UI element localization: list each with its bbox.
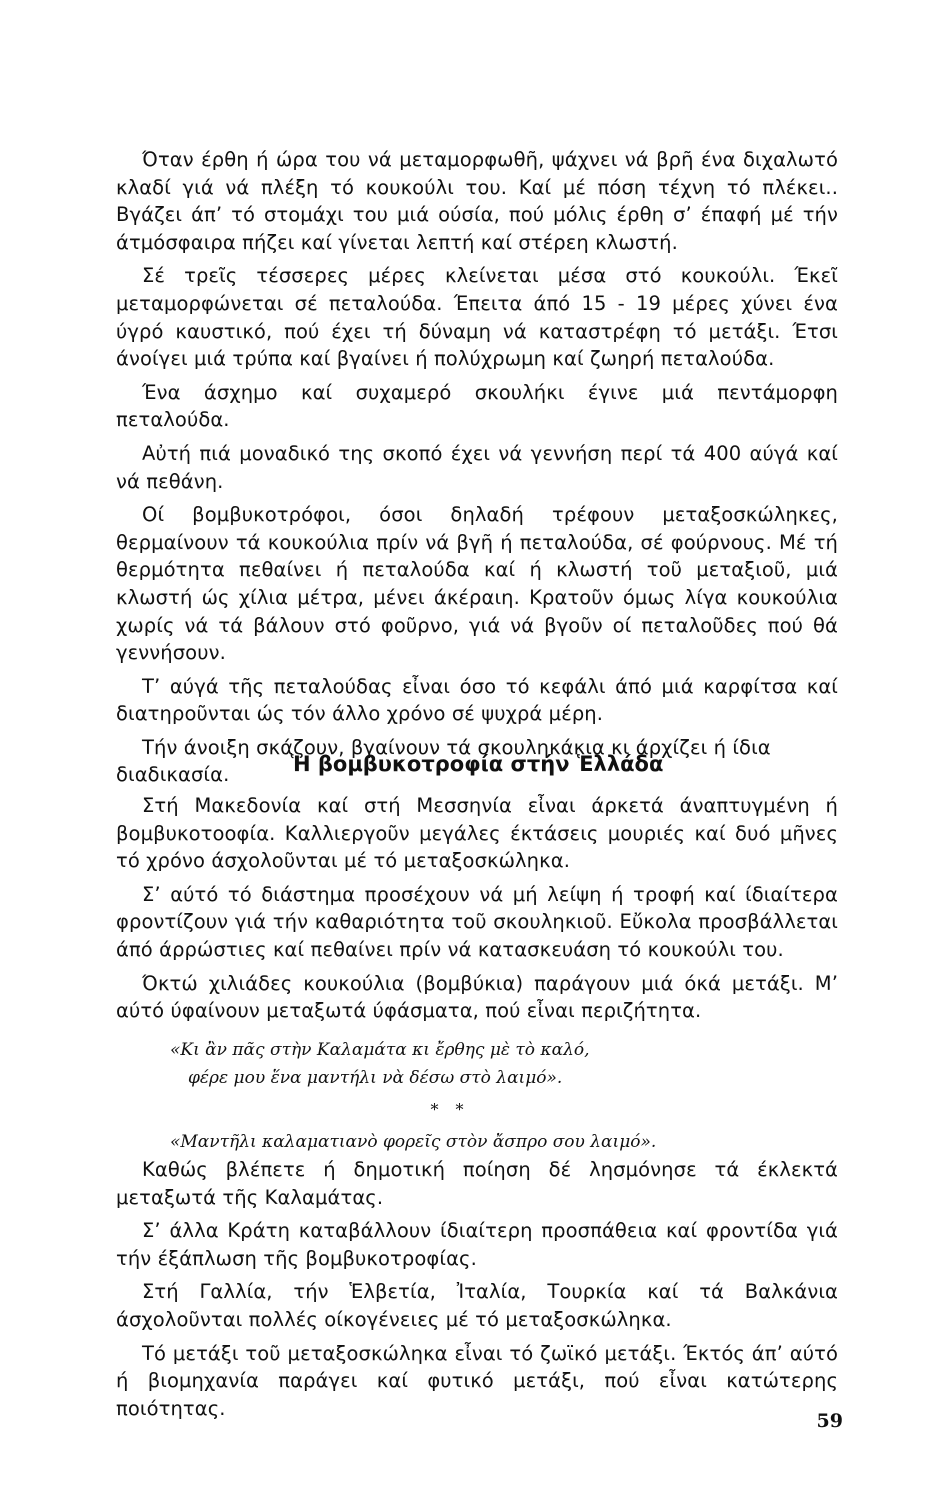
poem-separator: * * xyxy=(430,1100,470,1119)
text-section-2 xyxy=(116,792,838,1031)
page-number: 59 xyxy=(816,1410,843,1432)
paragraph: Αὐτή πιά μοναδικό της σκοπό έχει νά γεννήση περί τά 400 αύγά καί νά πεθάνη. xyxy=(116,441,838,493)
poem-line: «Κι ἂν πᾶς στὴν Καλαμάτα κι ἔρθης μὲ τὸ καλό, xyxy=(170,1040,590,1060)
paragraph: Σ’ άλλα Κράτη καταβάλλουν ίδιαίτερη προσπάθεια καί φροντίδα γιά τήν έξάπλωση τῆς βομβυκοτροφίας. xyxy=(116,1219,838,1270)
paragraph: Όκτώ χιλιάδες κουκούλια (βομβύκια) παράγουν μιά όκά μετάξι. Μ’ αύτό ύφαίνουν μεταξωτά ύφάσματα, πού εἶναι περιζήτητα. xyxy=(116,971,838,1023)
folk-poem xyxy=(170,1036,730,1156)
poem-line: «Μαντῆλι καλαματιανὸ φορεῖς στὸν ἄσπρο σου λαιμό». xyxy=(170,1132,657,1152)
paragraph: Καθώς βλέπετε ή δημοτική ποίηση δέ λησμόνησε τά έκλεκτά μεταξωτά τῆς Καλαμάτας. xyxy=(116,1158,838,1209)
paragraph: Στή Μακεδονία καί στή Μεσσηνία εἶναι άρκετά άναπτυγμένη ή βομβυκοτοοφία. Καλλιεργοῦν μεγάλες έκτάσεις μουριές καί δυό μῆνες τό χρόνο άσχολοῦνται μέ τό μεταξοσκώληκα. xyxy=(116,794,838,873)
text-section-3 xyxy=(116,1156,838,1428)
paragraph: Σέ τρεῖς τέσσερες μέρες κλείνεται μέσα στό κουκούλι. Έκεῖ μεταμορφώνεται σέ πεταλούδα. Έπειτα άπό 15 - 19 μέρες χύνει ένα ύγρό καυστικό, πού έχει τή δύναμη νά καταστρέφη τό μετάξι. Έτσι άνοίγει μιά τρύπα καί βγαίνει ή πολύχρωμη καί ζωηρή πεταλούδα. xyxy=(116,264,838,371)
section-heading: Ἡ βομβυκοτροφία στήν Ἑλλάδα xyxy=(290,752,664,776)
text-section-1 xyxy=(116,146,838,795)
paragraph: Τ’ αύγά τῆς πεταλούδας εἶναι όσο τό κεφάλι άπό μιά καρφίτσα καί διατηροῦνται ώς τόν άλλο χρόνο σέ ψυχρά μέρη. xyxy=(116,674,838,726)
paragraph: Οί βομβυκοτρόφοι, όσοι δηλαδή τρέφουν μεταξοσκώληκες, θερμαίνουν τά κουκούλια πρίν νά βγῆ ή πεταλούδα, σέ φούρνους. Μέ τή θερμότητα πεθαίνει ή πεταλούδα καί ή κλωστή τοῦ μεταξιοῦ, μιά κλωστή ώς χίλια μέτρα, μένει άκέραιη. Κρατοῦν όμως λίγα κουκούλια χωρίς νά τά βάλουν στό φοῦρνο, γιά νά βγοῦν οί πεταλοῦδες πού θά γεννήσουν. xyxy=(116,503,838,665)
paragraph: Τήν άνοιξη σκάζουν, βγαίνουν τά σκουληκάκια κι άρχίζει ή ίδια διαδικασία. xyxy=(116,735,771,787)
paragraph: Τό μετάξι τοῦ μεταξοσκώληκα εἶναι τό ζωϊκό μετάξι. Έκτός άπ’ αύτό ή βιομηχανία παράγει καί φυτικό μετάξι, πού εἶναι κατώτερης ποιότητας. xyxy=(116,1341,838,1420)
paragraph: Όταν έρθη ή ώρα του νά μεταμορφωθῆ, ψάχνει νά βρῆ ένα διχαλωτό κλαδί γιά νά πλέξη τό κουκούλι του. Καί μέ πόση τέχνη τό πλέκει.. Βγάζει άπ’ τό στομάχι του μιά ούσία, πού μόλις έρθη σ’ έπαφή μέ τήν άτμόσφαιρα πήζει καί γίνεται λεπτή καί στέρεη κλωστή. xyxy=(116,148,838,254)
paragraph: Ένα άσχημο καί συχαμερό σκουλήκι έγινε μιά πεντάμορφη πεταλούδα. xyxy=(116,380,838,432)
paragraph: Στή Γαλλία, τήν Ἑλβετία, Ἰταλία, Τουρκία καί τά Βαλκάνια άσχολοῦνται πολλές οίκογένειες μέ τό μεταξοσκώληκα. xyxy=(116,1280,838,1331)
poem-line: φέρε μου ἕνα μαντήλι νὰ δέσω στὸ λαιμό». xyxy=(188,1068,563,1088)
paragraph: Σ’ αύτό τό διάστημα προσέχουν νά μή λείψη ή τροφή καί ίδιαίτερα φροντίζουν γιά τήν καθαριότητα τοῦ σκουληκιοῦ. Εὔκολα προσβάλλεται άπό άρρώστιες καί πεθαίνει πρίν νά κατασκευάση τό κουκούλι του. xyxy=(116,882,838,961)
